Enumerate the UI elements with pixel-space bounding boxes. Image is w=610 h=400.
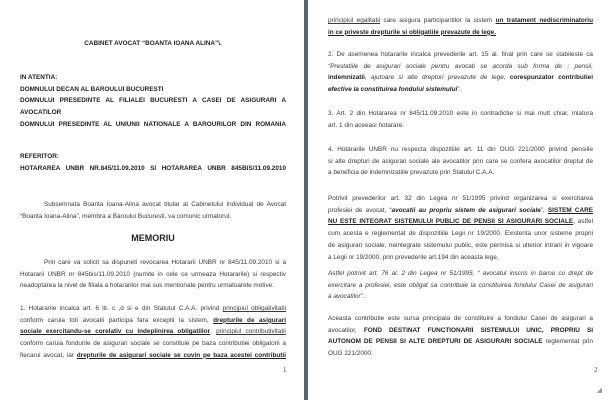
text-line xyxy=(328,27,593,39)
paragraph xyxy=(20,199,286,222)
text-run: reglementat prin xyxy=(542,338,593,346)
text-run: Prin care va solicit sa dispuneti revocarea Hotararii UNBR nr 845/11.09.2010 si a xyxy=(44,259,286,266)
text-line xyxy=(20,338,286,350)
text-line xyxy=(20,257,286,269)
paragraph xyxy=(20,72,286,131)
paragraph xyxy=(328,193,593,263)
text-run: fiecarui avocat, iar xyxy=(20,351,77,359)
text-run: Potrivit prevederilor art. 32 din Legea nr 51/1995 privind organizarea si exercitarea xyxy=(328,195,593,202)
text-line xyxy=(328,216,593,228)
text-run: “Boanta Ioana-Alina”, membra a Baroului Bucuresti, va comunic urmatorul: xyxy=(20,212,231,220)
text-run: DOMNULUI PRESEDINTE AL FILIALEI BUCURESTI A CASEI DE ASIGURARI A xyxy=(20,97,286,105)
paragraph xyxy=(328,49,593,96)
text-run: neadoptarea la nivel de filiala a hotararilor mai sus mentionate pentru urmatoarele motive: xyxy=(20,282,274,290)
text-run: IN ATENTIA: xyxy=(20,74,58,81)
text-run: , ajutoare si alte drepturi prevazute de lege, xyxy=(364,74,510,82)
text-run: efective la constituirea fondului sistemului xyxy=(328,86,458,94)
text-line xyxy=(328,348,593,360)
text-line xyxy=(20,84,286,96)
text-line xyxy=(328,252,593,264)
text-line xyxy=(328,228,593,240)
text-line xyxy=(328,108,593,120)
text-run: a beneficia de indemnizatiile prevazute prin Statutul C.A.A. xyxy=(328,169,495,177)
text-line xyxy=(328,205,593,217)
text-run: principiul egalitatii xyxy=(328,17,381,24)
text-line xyxy=(328,193,593,205)
text-run: exercitare a profesiei, este obligat sa contribuie la constituirea fondului Casei de asigurari xyxy=(328,281,593,289)
text-run: OUG 221/2000. xyxy=(328,350,373,358)
text-run: 3. Art. 2 din Hotararea nr 845/11.09.2010 este in contradictie si mai mult chiar, inlatura xyxy=(328,110,593,117)
text-run: NU ESTE INTEGRAT SISTEMULUI PUBLIC DE PENSII SI ASIGURARI SOCIALE xyxy=(328,218,574,226)
paragraph xyxy=(20,233,286,245)
text-line xyxy=(328,167,593,179)
text-run: conform caruia toti avocatii participa fara exceptii la sistem, xyxy=(20,316,214,324)
text-run: SISTEM CARE xyxy=(547,206,593,214)
text-line xyxy=(20,303,286,315)
text-line xyxy=(20,326,286,338)
text-run: AUTONOM DE PENSII SI ALTE DREPTURI DE ASIGURARI SOCIALE xyxy=(328,338,543,346)
paragraph xyxy=(20,303,286,362)
text-line xyxy=(328,291,593,303)
text-run: principiul obligativitatii xyxy=(222,305,286,312)
paragraph xyxy=(328,313,593,360)
paragraph xyxy=(328,144,593,179)
text-run: Astfel potrivit art. 76 al. 2 din Legea nr 51/1995, “ avocatul inscris in barou cu drept de xyxy=(328,270,593,277)
text-line xyxy=(328,313,593,325)
text-line xyxy=(20,163,286,175)
resize-grip-icon: ◢ xyxy=(596,387,602,394)
text-line xyxy=(20,350,286,362)
text-run: MEMORIU xyxy=(131,233,175,243)
text-run: un tratament nediscriminatoriu xyxy=(495,17,593,24)
text-run: DOMNULUI PRESEDINTE AL UNIUNII NATIONALE A BAROURILOR DIN ROMANIA xyxy=(20,120,286,128)
text-line xyxy=(328,61,593,73)
text-line xyxy=(20,233,286,245)
text-run: corespunzator contributiei xyxy=(509,74,593,82)
page-number: 2 xyxy=(594,366,598,374)
text-run: de asigurari sociale, neintegrate sistemului public, este permisa si ulterior intrarii in vigoare xyxy=(328,241,593,249)
text-line xyxy=(328,15,593,27)
paragraph xyxy=(328,108,593,131)
text-run: in ce priveste drepturile si obligatiile prevazute de lege. xyxy=(328,28,496,36)
text-run: ”. xyxy=(457,86,462,94)
page-number: 1 xyxy=(283,366,287,374)
text-run: a Legii nr 19/2000, prin prevederile art.194 din aceasta lege. xyxy=(328,253,499,261)
text-line xyxy=(20,119,286,131)
text-run: REFERITOR: xyxy=(20,153,59,160)
text-run: AVOCATILOR xyxy=(20,109,62,117)
text-run: drepturile de asigurari sociale se cuvin pe baza acestei contributii xyxy=(76,351,286,359)
text-run: HOTARAREA UNBR NR.845/11.09.2010 SI HOTARAREA UNBR 845BIS/11.09.2010 xyxy=(20,164,286,172)
text-run: principiul contributivitatii xyxy=(216,328,286,336)
text-run: , xyxy=(210,328,217,336)
text-line xyxy=(328,144,593,156)
text-line xyxy=(20,269,286,281)
text-line xyxy=(20,72,286,84)
text-run: care asigura participantilor la sistem xyxy=(380,17,496,24)
text-line xyxy=(20,95,286,107)
paragraph xyxy=(328,15,593,38)
text-run: CABINET AVOCAT “BOANTA IOANA ALINA”\. xyxy=(84,40,222,47)
paragraph xyxy=(20,257,286,292)
paragraph xyxy=(20,38,286,50)
text-line xyxy=(20,199,286,211)
text-run: Hotararii UNBR nr 845bis/11.09.2010 (numite in cele ce urmeaza Hotararile) si respectiv xyxy=(20,270,286,278)
text-run: DOMNULUI DECAN AL BAROULUI BUCURESTI xyxy=(20,85,164,93)
text-run: Subsemnata Boanta Ioana-Alina avocat titular al Cabinetului Individual de Avocat xyxy=(44,201,286,208)
text-run: ”, xyxy=(540,206,548,214)
text-line xyxy=(328,336,593,348)
text-run: avocatii au propriu sistem de asigurari sociale xyxy=(391,206,541,214)
text-run: si alte drepturi de asigurari sociale ale avocatilor prin care se confera avocatilor dreptul de xyxy=(328,157,593,165)
text-line xyxy=(20,280,286,292)
text-line xyxy=(20,38,286,50)
text-line xyxy=(328,268,593,280)
text-run: 4. Hotararile UNBR nu respecta dispozitiile art. 11 din OUG 221/2000 privind pensiile xyxy=(328,146,593,153)
text-run: sociale exercitandu-se corelativ cu indeplinirea obligatiilor xyxy=(20,328,211,336)
text-run: FOND DESTINAT FUNCTIONARII SISTEMULUI UNIC, PROPRIU SI xyxy=(363,326,593,334)
text-run: 2. De asemenea hotararile incalca prevederile art. 15 al. final prin care se stabileste ca xyxy=(328,51,593,58)
text-run: cum acesta e reglementat de dispozitiile Legii nr 19/2000. Existenta unor sisteme proprii xyxy=(328,230,593,238)
text-run: , astfel xyxy=(573,218,593,226)
text-run: 1. Hotararile incalca art. 6 lit. c ,d si e din Statutul C.A.A. privind xyxy=(20,305,223,312)
text-run: Aceasta contributie este sursa principala de constituire a fondului Casei de asigurari a xyxy=(328,315,593,322)
paragraph xyxy=(20,151,286,174)
text-line xyxy=(328,84,593,96)
text-run: profesiei de avocat, “ xyxy=(328,206,392,214)
text-run: drepturile de asigurari xyxy=(213,316,286,324)
text-run: indemnizatii xyxy=(328,74,365,82)
text-run: avocatilor, xyxy=(328,326,364,334)
paragraph xyxy=(328,268,593,303)
text-run: conform caruia fondurile de asigurari sociale se constituie pe baza contributiei obligatorii a xyxy=(20,340,286,348)
document-page-1 xyxy=(0,0,304,400)
text-line xyxy=(328,240,593,252)
text-run: a avocatilor”. xyxy=(328,293,365,301)
text-run: “Prestatiile de asigurari sociale pentru avocati se acorda sub forma de : pensii, xyxy=(328,62,593,70)
text-line xyxy=(20,107,286,119)
text-line xyxy=(20,315,286,327)
document-page-2 xyxy=(308,0,610,400)
text-line xyxy=(328,325,593,337)
text-line xyxy=(328,120,593,132)
text-line xyxy=(328,72,593,84)
text-line xyxy=(328,280,593,292)
text-run: art. 1 din aceeasi hotarare. xyxy=(328,121,405,129)
text-line xyxy=(328,49,593,61)
text-line xyxy=(328,156,593,168)
text-line xyxy=(20,151,286,163)
text-line xyxy=(20,211,286,223)
